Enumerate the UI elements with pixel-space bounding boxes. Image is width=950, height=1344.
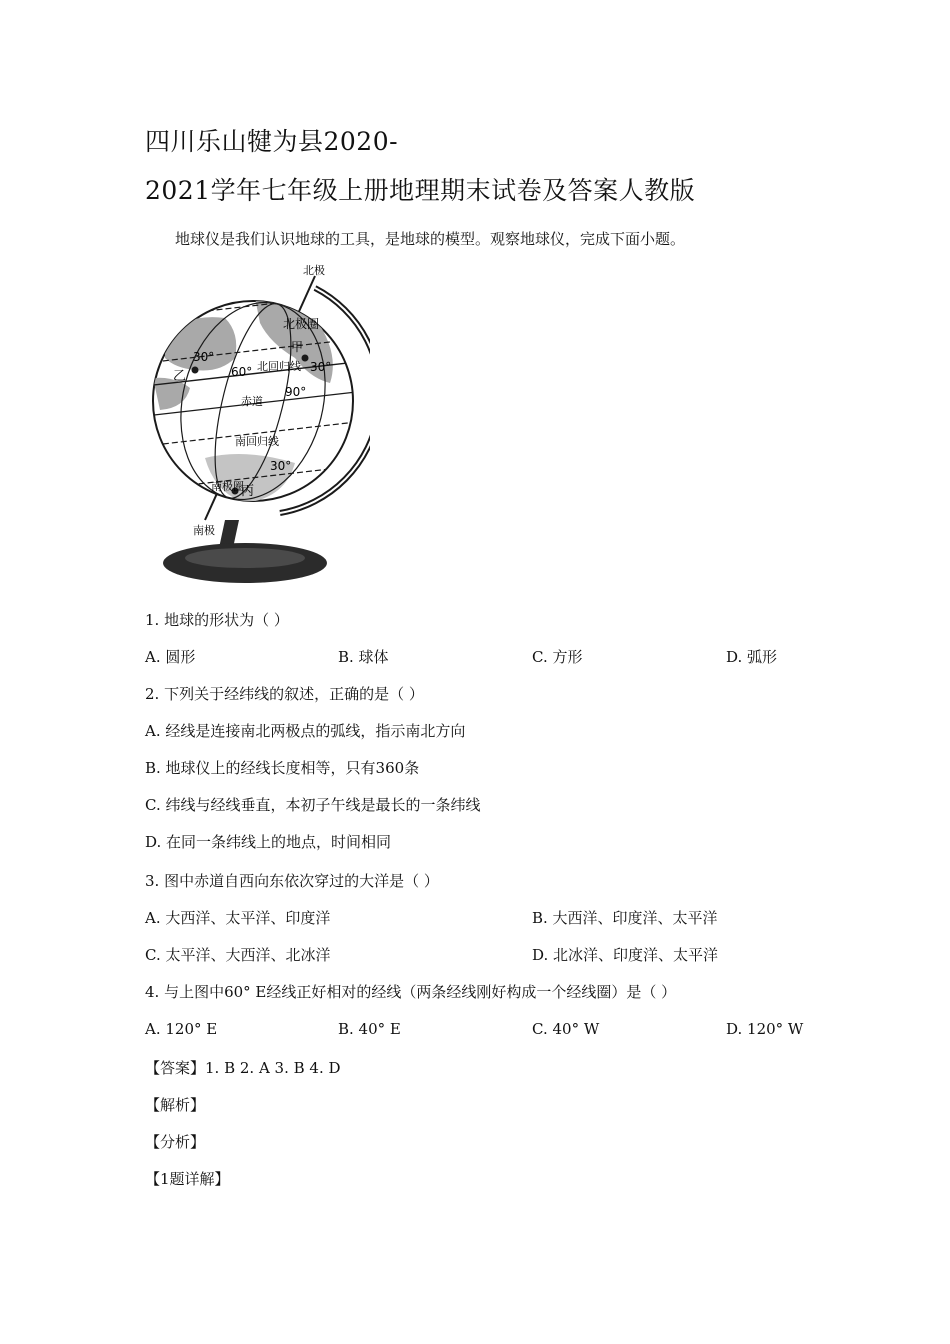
globe-illustration [145, 258, 370, 588]
label-30-right: 30° [310, 360, 332, 374]
question-3-option-c: C. 太平洋、大西洋、北冰洋 [145, 946, 331, 964]
question-4-option-b: B. 40° E [338, 1020, 401, 1038]
label-point-bing: 丙 [241, 484, 255, 499]
question-4-stem: 4. 与上图中60° E经线正好相对的经线（两条经线刚好构成一个经线圈）是（ ） [145, 983, 677, 1001]
question-3-option-a: A. 大西洋、太平洋、印度洋 [145, 909, 331, 927]
label-90: 90° [285, 385, 307, 399]
label-60: 60° [231, 365, 253, 379]
label-tropic-capricorn: 南回归线 [235, 435, 279, 448]
question-3-stem: 3. 图中赤道自西向东依次穿过的大洋是（ ） [145, 872, 439, 890]
document-title-line2: 2021学年七年级上册地理期末试卷及答案人教版 [145, 176, 696, 205]
intro-text: 地球仪是我们认识地球的工具，是地球的模型。观察地球仪，完成下面小题。 [175, 230, 686, 248]
section-overview: 【分析】 [145, 1133, 206, 1151]
question-3-option-b: B. 大西洋、印度洋、太平洋 [532, 909, 718, 927]
label-antarctic-circle: 南极圈 [211, 480, 244, 493]
question-4-option-d: D. 120° W [726, 1020, 804, 1038]
globe-figure [145, 258, 370, 588]
label-30-bottom: 30° [270, 459, 292, 473]
label-arctic-circle: 北极圈 [283, 317, 320, 331]
question-4-option-a: A. 120° E [145, 1020, 218, 1038]
question-2-option-c: C. 纬线与经线垂直，本初子午线是最长的一条纬线 [145, 796, 481, 814]
label-north-pole: 北极 [303, 264, 325, 277]
label-tropic-cancer: 北回归线 [257, 360, 301, 373]
label-30-left: 30° [193, 350, 215, 364]
question-2-stem: 2. 下列关于经纬线的叙述，正确的是（ ） [145, 685, 424, 703]
question-4-option-c: C. 40° W [532, 1020, 600, 1038]
section-analysis: 【解析】 [145, 1096, 206, 1114]
label-point-jia: 甲 [291, 340, 304, 354]
point-jia-marker [302, 355, 309, 362]
label-equator: 赤道 [241, 395, 263, 408]
question-1-option-b: B. 球体 [338, 648, 389, 666]
question-3-option-d: D. 北冰洋、印度洋、太平洋 [532, 946, 719, 964]
question-1-stem: 1. 地球的形状为（ ） [145, 611, 289, 629]
label-south-pole: 南极 [193, 524, 215, 537]
section-q1-detail: 【1题详解】 [145, 1170, 230, 1188]
answer-line: 【答案】1. B 2. A 3. B 4. D [145, 1059, 341, 1077]
question-1-option-a: A. 圆形 [145, 648, 196, 666]
question-2-option-a: A. 经线是连接南北两极点的弧线，指示南北方向 [145, 722, 466, 740]
question-1-option-c: C. 方形 [532, 648, 583, 666]
label-point-yi: 乙 [173, 369, 187, 384]
question-2-option-d: D. 在同一条纬线上的地点，时间相同 [145, 833, 392, 851]
question-2-option-b: B. 地球仪上的经线长度相等，只有360条 [145, 759, 420, 777]
point-yi-marker [192, 367, 199, 374]
question-1-option-d: D. 弧形 [726, 648, 778, 666]
document-title-line1: 四川乐山犍为县2020- [145, 127, 399, 156]
